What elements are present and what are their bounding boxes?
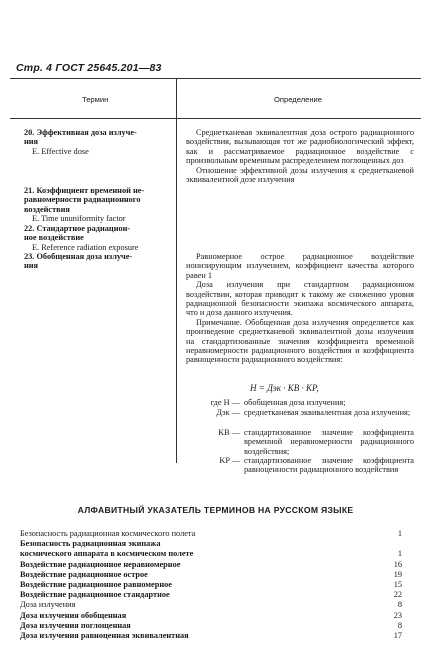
term-21	[24, 186, 174, 224]
index-term: Воздействие радиационное равномерное	[20, 579, 172, 589]
index-row	[20, 570, 402, 580]
index-term: Доза излучения обобщенная	[20, 610, 127, 620]
index-number: 8	[397, 620, 402, 630]
index-term: Воздействие радиационное стандартное	[20, 590, 170, 600]
term-22	[24, 224, 174, 252]
term-23	[24, 252, 174, 271]
index-row	[20, 539, 402, 549]
index-row	[20, 631, 402, 641]
definition-20	[186, 128, 414, 184]
index-title: АЛФАВИТНЫЙ УКАЗАТЕЛЬ ТЕРМИНОВ НА РУССКОМ ЯЗЫКЕ	[77, 505, 354, 515]
index-term: Воздействие радиационное острое	[20, 569, 148, 579]
index-row	[20, 611, 402, 621]
legend-text: стандартизованное значение коэффициента равноценности радиационного воздействия	[244, 456, 414, 475]
index-number: 1	[397, 529, 402, 538]
table-header-rule	[10, 118, 421, 119]
index-number: 19	[393, 569, 402, 579]
index-number: 16	[393, 559, 402, 569]
note-text: Примечание. Обобщенная доза излучения определяется как произведение среднетканевой эквивалентной дозы излучения на стандартизованные значения коэффициента временной неравномерности радиационного воздействия и коэффициента равноценности радиационного воздействия:	[186, 317, 414, 365]
index-number: 1	[397, 549, 402, 559]
definition-text: Среднетканевая эквивалентная доза острого радиационного воздействия, вызывающая тот же радиобиологический эффект, как и рассматриваемое радиационное воздействие с произвольным временным распределением поглощенных доз	[186, 128, 414, 166]
column-header-term: Термин	[82, 95, 109, 104]
legend-text: среднетканевая эквивалентная доза излучения;	[244, 408, 411, 417]
definition-22-23	[186, 252, 414, 365]
index-number: 15	[393, 579, 402, 589]
page-header: Стр. 4 ГОСТ 25645.201—83	[16, 62, 162, 74]
definition-text: Отношение эффективной дозы излучения к среднетканевой эквивалентной дозе излучения	[186, 165, 414, 185]
index-term: Безопасность радиационная экипажа	[20, 539, 161, 549]
legend-text: обобщенная доза излучения;	[244, 398, 346, 407]
index-row	[20, 600, 402, 610]
term-line: 22. Стандартное радиацион-	[24, 224, 131, 233]
table-column-divider	[176, 78, 177, 463]
index-term: Доза излучения поглощенная	[20, 620, 131, 630]
index-row	[20, 621, 402, 631]
index-term: Воздействие радиационное неравномерное	[20, 559, 181, 569]
index-list	[20, 529, 402, 641]
term-line: равномерности радиационного	[24, 195, 141, 205]
index-row	[20, 529, 402, 539]
definition-text: Равномерное острое радиационное воздействие ионизирующим излучением, коэффициент качества которого равен 1	[186, 252, 414, 280]
index-row	[20, 580, 402, 590]
legend-symbol: где H —	[210, 398, 240, 407]
index-number: 22	[393, 590, 402, 600]
index-row	[20, 560, 402, 570]
index-number: 17	[393, 630, 402, 640]
column-header-definition: Определение	[274, 95, 323, 104]
term-line: ния	[24, 137, 39, 147]
term-english: E. Time ununiformity factor	[32, 214, 126, 224]
table-top-rule	[10, 78, 421, 79]
term-line: 23. Обобщенная доза излуче-	[24, 252, 133, 261]
index-row	[20, 549, 402, 559]
term-line: 21. Коэффициент временной не-	[24, 186, 145, 195]
index-term: Доза излучения равноценная эквивалентная	[20, 630, 189, 640]
index-term: Доза излучения	[20, 600, 76, 610]
term-line: 20. Эффективная доза излуче-	[24, 128, 137, 137]
index-row	[20, 590, 402, 600]
index-term: Безопасность радиационная космического полета	[20, 529, 196, 538]
formula: H = Дэк · KB · KP,	[250, 383, 319, 393]
index-number: 23	[393, 610, 402, 620]
index-term: космического аппарата в космическом полете	[20, 549, 194, 559]
term-line: воздействия	[24, 204, 70, 214]
term-line: ное воздействие	[24, 233, 84, 243]
term-20	[24, 128, 174, 156]
legend-symbol: Дэк —	[216, 408, 240, 417]
index-number: 8	[397, 600, 402, 610]
definition-text: Доза излучения при стандартном радиационном воздействии, которая приводит к такому же снижению уровня радиационной безопасности экипажа космического аппарата, что и доза данного излучения.	[186, 280, 414, 318]
legend-symbol: KP —	[219, 456, 240, 465]
legend-text: стандартизованное значение коэффициента временной неравномерности радиационного воздействия;	[244, 428, 414, 456]
term-english: E. Effective dose	[32, 146, 89, 156]
term-line: ния	[24, 261, 39, 271]
term-english: E. Reference radiation exposure	[32, 242, 139, 252]
legend-symbol: KB —	[218, 428, 240, 437]
